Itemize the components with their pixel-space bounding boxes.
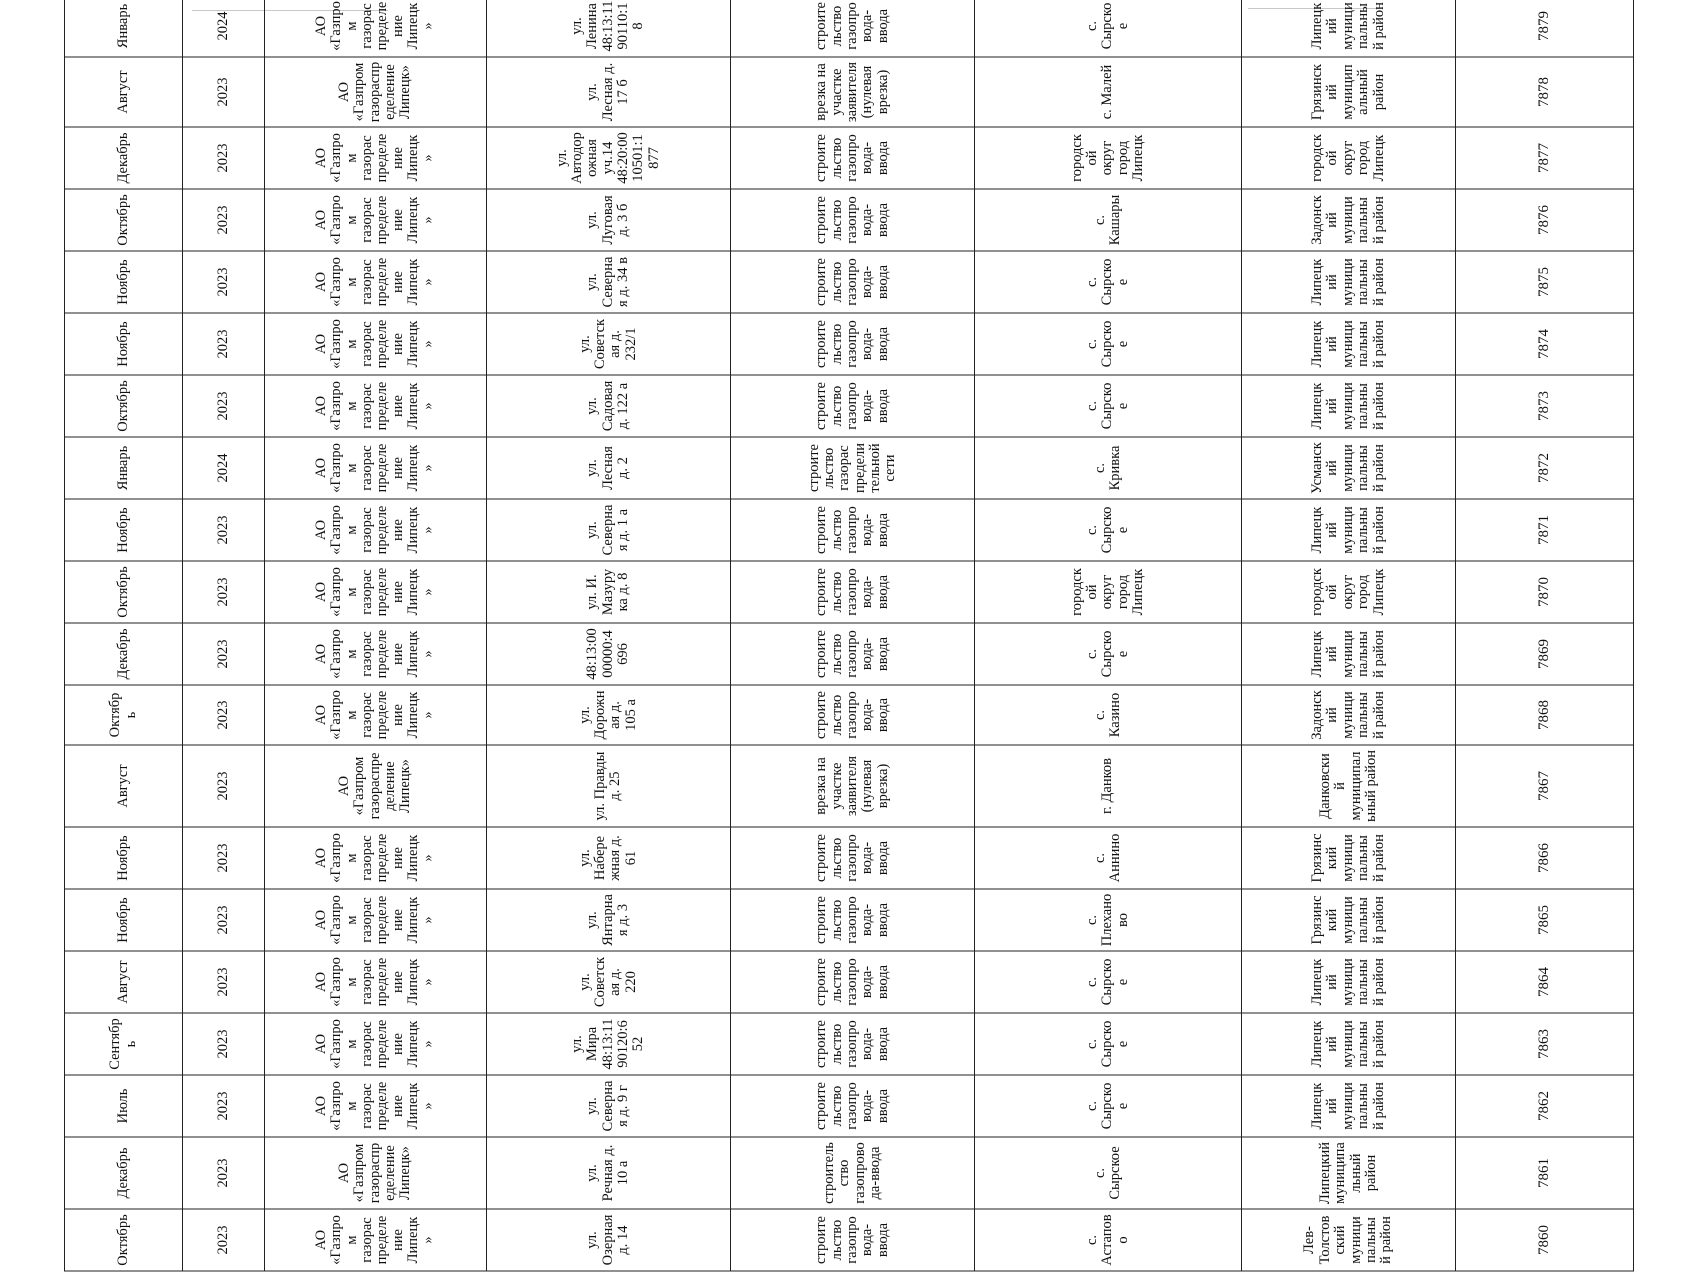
address-cell: ул. Северная д. 9 г: [486, 1075, 730, 1137]
address-cell: ул. Садовая д. 122 а: [486, 375, 730, 437]
address-cell: ул. Мира 48:13:1190120:652: [486, 1013, 730, 1075]
work-type-cell: строительство газопровода-ввода: [731, 189, 975, 251]
settlement-cell: с. Сырское: [975, 1075, 1241, 1137]
month-cell: Декабрь: [65, 1137, 183, 1209]
month-cell: Ноябрь: [65, 827, 183, 889]
district-cell: Липецкий муниципальный район: [1241, 1075, 1456, 1137]
table-row: [183, 0, 264, 1271]
row-number-cell: 7872: [1456, 437, 1634, 499]
row-number-cell: 7878: [1456, 57, 1634, 127]
year-cell: 2023: [183, 1209, 264, 1271]
month-cell: Октябрь: [65, 685, 183, 745]
year-cell: 2023: [183, 827, 264, 889]
row-number-cell: 7876: [1456, 189, 1634, 251]
district-cell: Данковский муниципальный район: [1241, 745, 1456, 827]
row-number-cell: 7868: [1456, 685, 1634, 745]
row-number-cell: 7864: [1456, 951, 1634, 1013]
district-cell: Грязинский муниципальный район: [1241, 889, 1456, 951]
address-cell: ул. Янтарная д. 3: [486, 889, 730, 951]
year-cell: 2023: [183, 1013, 264, 1075]
district-cell: Усманский муниципальный район: [1241, 437, 1456, 499]
address-cell: ул. Правды д. 25: [486, 745, 730, 827]
year-cell: 2023: [183, 189, 264, 251]
work-type-cell: строительство газопровода-ввода: [731, 1209, 975, 1271]
year-cell: 2023: [183, 1137, 264, 1209]
organization-cell: АО «Газпром газораспределение Липецк»: [264, 951, 486, 1013]
organization-cell: АО «Газпром газораспределение Липецк»: [264, 745, 486, 827]
organization-cell: АО «Газпром газораспределение Липецк»: [264, 0, 486, 57]
row-number-cell: 7862: [1456, 1075, 1634, 1137]
year-cell: 2023: [183, 745, 264, 827]
work-type-cell: строительство газопровода-ввода: [731, 127, 975, 189]
settlement-cell: г. Данков: [975, 745, 1241, 827]
district-cell: городской округ город Липецк: [1241, 127, 1456, 189]
year-cell: 2023: [183, 251, 264, 313]
row-number-cell: 7863: [1456, 1013, 1634, 1075]
district-cell: Грязинский муниципальный район: [1241, 57, 1456, 127]
work-type-cell: строительство газопровода-ввода: [731, 623, 975, 685]
address-cell: ул. Северная д. 34 в: [486, 251, 730, 313]
organization-cell: АО «Газпром газораспределение Липецк»: [264, 685, 486, 745]
settlement-cell: с. Кривка: [975, 437, 1241, 499]
year-cell: 2023: [183, 623, 264, 685]
address-cell: ул. Ленина 48:13:1190110:18: [486, 0, 730, 57]
month-cell: Январь: [65, 437, 183, 499]
year-cell: 2023: [183, 57, 264, 127]
address-cell: ул. Набережная д. 61: [486, 827, 730, 889]
organization-cell: АО «Газпром газораспределение Липецк»: [264, 623, 486, 685]
settlement-cell: с. Сырское: [975, 251, 1241, 313]
organization-cell: АО «Газпром газораспределение Липецк»: [264, 313, 486, 375]
organization-cell: АО «Газпром газораспределение Липецк»: [264, 127, 486, 189]
row-number-cell: 7860: [1456, 1209, 1634, 1271]
settlement-cell: с. Сырское: [975, 951, 1241, 1013]
month-cell: Июль: [65, 1075, 183, 1137]
settlement-cell: с. Казино: [975, 685, 1241, 745]
settlement-cell: с. Сырское: [975, 0, 1241, 57]
work-type-cell: врезка на участке заявителя (нулевая врезка): [731, 745, 975, 827]
organization-cell: АО «Газпром газораспределение Липецк»: [264, 189, 486, 251]
row-number-cell: 7866: [1456, 827, 1634, 889]
month-cell: Декабрь: [65, 127, 183, 189]
year-cell: 2024: [183, 437, 264, 499]
work-type-cell: строительство газопровода-ввода: [731, 251, 975, 313]
table-row: [264, 0, 486, 1271]
month-cell: Октябрь: [65, 1209, 183, 1271]
row-number-cell: 7861: [1456, 1137, 1634, 1209]
month-cell: Январь: [65, 0, 183, 57]
district-cell: городской округ город Липецк: [1241, 561, 1456, 623]
settlement-cell: с. Сырское: [975, 313, 1241, 375]
work-type-cell: строительство газопровода-ввода: [731, 685, 975, 745]
year-cell: 2023: [183, 1075, 264, 1137]
month-cell: Август: [65, 745, 183, 827]
address-cell: ул. Дорожная д. 105 а: [486, 685, 730, 745]
row-number-cell: 7867: [1456, 745, 1634, 827]
settlement-cell: с. Аннино: [975, 827, 1241, 889]
organization-cell: АО «Газпром газораспределение Липецк»: [264, 889, 486, 951]
settlement-cell: с. Астапово: [975, 1209, 1241, 1271]
organization-cell: АО «Газпром газораспределение Липецк»: [264, 1075, 486, 1137]
district-cell: Липецкий муниципальный район: [1241, 499, 1456, 561]
month-cell: Август: [65, 951, 183, 1013]
address-cell: ул. Советская д. 220: [486, 951, 730, 1013]
year-cell: 2023: [183, 951, 264, 1013]
work-type-cell: строительство газораспределительной сети: [731, 437, 975, 499]
row-number-cell: 7869: [1456, 623, 1634, 685]
organization-cell: АО «Газпром газораспределение Липецк»: [264, 251, 486, 313]
month-cell: Ноябрь: [65, 499, 183, 561]
work-type-cell: строительство газопровода-ввода: [731, 499, 975, 561]
district-cell: Грязинский муниципальный район: [1241, 827, 1456, 889]
organization-cell: АО «Газпром газораспределение Липецк»: [264, 1209, 486, 1271]
address-cell: ул. Северная д. 1 а: [486, 499, 730, 561]
district-cell: Липецкий муниципальный район: [1241, 251, 1456, 313]
row-number-cell: 7865: [1456, 889, 1634, 951]
work-type-cell: строительство газопровода-ввода: [731, 1137, 975, 1209]
year-cell: 2023: [183, 375, 264, 437]
settlement-cell: с. Сырское: [975, 1137, 1241, 1209]
month-cell: Сентябрь: [65, 1013, 183, 1075]
row-number-cell: 7879: [1456, 0, 1634, 57]
work-type-cell: строительство газопровода-ввода: [731, 1075, 975, 1137]
work-type-cell: строительство газопровода-ввода: [731, 1013, 975, 1075]
work-type-cell: строительство газопровода-ввода: [731, 313, 975, 375]
district-cell: Липецкий муниципальный район: [1241, 1137, 1456, 1209]
settlement-cell: городской округ город Липецк: [975, 561, 1241, 623]
settlement-cell: с. Сырское: [975, 499, 1241, 561]
month-cell: Октябрь: [65, 375, 183, 437]
work-type-cell: строительство газопровода-ввода: [731, 889, 975, 951]
settlement-cell: городской округ город Липецк: [975, 127, 1241, 189]
address-cell: ул. Озерная д. 14: [486, 1209, 730, 1271]
year-cell: 2023: [183, 499, 264, 561]
organization-cell: АО «Газпром газораспределение Липецк»: [264, 827, 486, 889]
table-row: [975, 0, 1241, 1271]
work-type-cell: строительство газопровода-ввода: [731, 0, 975, 57]
district-cell: Липецкий муниципальный район: [1241, 0, 1456, 57]
work-type-cell: строительство газопровода-ввода: [731, 951, 975, 1013]
row-number-cell: 7870: [1456, 561, 1634, 623]
work-type-cell: врезка на участке заявителя (нулевая врезка): [731, 57, 975, 127]
organization-cell: АО «Газпром газораспределение Липецк»: [264, 499, 486, 561]
table-row: [486, 0, 730, 1271]
district-cell: Лев-Толстовский муниципальный район: [1241, 1209, 1456, 1271]
year-cell: 2023: [183, 313, 264, 375]
table-row: [1456, 0, 1634, 1271]
year-cell: 2023: [183, 561, 264, 623]
district-cell: Задонский муниципальный район: [1241, 685, 1456, 745]
year-cell: 2023: [183, 685, 264, 745]
month-cell: Октябрь: [65, 561, 183, 623]
address-cell: 48:13:0000000:4696: [486, 623, 730, 685]
month-cell: Ноябрь: [65, 889, 183, 951]
gasification-table: [64, 0, 1634, 1272]
district-cell: Липецкий муниципальный район: [1241, 375, 1456, 437]
table-row: [65, 0, 183, 1271]
work-type-cell: строительство газопровода-ввода: [731, 375, 975, 437]
settlement-cell: с. Малей: [975, 57, 1241, 127]
year-cell: 2023: [183, 127, 264, 189]
month-cell: Декабрь: [65, 623, 183, 685]
work-type-cell: строительство газопровода-ввода: [731, 561, 975, 623]
row-number-cell: 7874: [1456, 313, 1634, 375]
district-cell: Задонский муниципальный район: [1241, 189, 1456, 251]
table-row: [731, 0, 975, 1271]
settlement-cell: с. Сырское: [975, 1013, 1241, 1075]
organization-cell: АО «Газпром газораспределение Липецк»: [264, 561, 486, 623]
work-type-cell: строительство газопровода-ввода: [731, 827, 975, 889]
address-cell: ул. Автодорожная уч.14 48:20:0010501:1877: [486, 127, 730, 189]
month-cell: Ноябрь: [65, 313, 183, 375]
settlement-cell: с. Сырское: [975, 375, 1241, 437]
month-cell: Август: [65, 57, 183, 127]
year-cell: 2024: [183, 0, 264, 57]
organization-cell: АО «Газпром газораспределение Липецк»: [264, 1013, 486, 1075]
district-cell: Липецкий муниципальный район: [1241, 623, 1456, 685]
table-row: [1241, 0, 1456, 1271]
address-cell: ул. И. Мазурука д. 8: [486, 561, 730, 623]
month-cell: Октябрь: [65, 189, 183, 251]
row-number-cell: 7871: [1456, 499, 1634, 561]
settlement-cell: с. Кашары: [975, 189, 1241, 251]
settlement-cell: с. Сырское: [975, 623, 1241, 685]
year-cell: 2023: [183, 889, 264, 951]
settlement-cell: с. Плеханово: [975, 889, 1241, 951]
address-cell: ул. Советская д. 232/1: [486, 313, 730, 375]
address-cell: ул. Луговая д. 3 б: [486, 189, 730, 251]
document-page: [64, 0, 1634, 1266]
row-number-cell: 7875: [1456, 251, 1634, 313]
address-cell: ул. Лесная д. 2: [486, 437, 730, 499]
month-cell: Ноябрь: [65, 251, 183, 313]
district-cell: Липецкий муниципальный район: [1241, 1013, 1456, 1075]
organization-cell: АО «Газпром газораспределение Липецк»: [264, 1137, 486, 1209]
district-cell: Липецкий муниципальный район: [1241, 951, 1456, 1013]
address-cell: ул. Речная д. 10 а: [486, 1137, 730, 1209]
organization-cell: АО «Газпром газораспределение Липецк»: [264, 437, 486, 499]
district-cell: Липецкий муниципальный район: [1241, 313, 1456, 375]
row-number-cell: 7877: [1456, 127, 1634, 189]
organization-cell: АО «Газпром газораспределение Липецк»: [264, 375, 486, 437]
row-number-cell: 7873: [1456, 375, 1634, 437]
organization-cell: АО «Газпром газораспределение Липецк»: [264, 57, 486, 127]
address-cell: ул. Лесная д. 17 б: [486, 57, 730, 127]
table-body: [65, 0, 1634, 1271]
